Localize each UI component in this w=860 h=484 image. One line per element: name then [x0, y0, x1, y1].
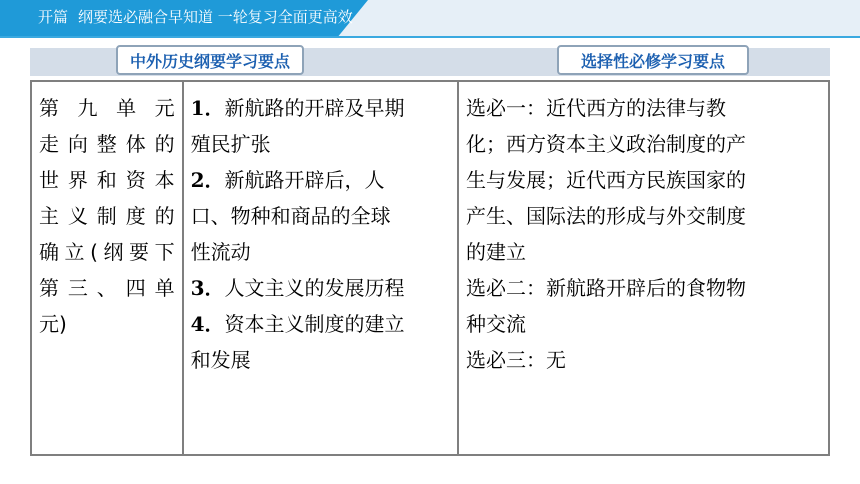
comparison-table: [30, 80, 830, 456]
unit-line: 第三、四单: [39, 276, 175, 300]
elective-line: 选必三：无: [465, 348, 566, 372]
elective-line: 种交流: [465, 312, 526, 336]
unit-line: 元): [39, 312, 67, 336]
point-line: 和发展: [190, 348, 251, 372]
outline-points-header: 中外历史纲要学习要点: [116, 45, 304, 75]
unit-line: 主义制度的: [39, 204, 175, 228]
outline-points-cell: [183, 81, 458, 455]
point-line: 4．资本主义制度的建立: [190, 312, 405, 336]
point-line: 性流动: [190, 240, 251, 264]
point-line: 口、物种和商品的全球: [190, 204, 391, 228]
unit-line: 世界和资本: [39, 168, 175, 192]
elective-line: 选必二：新航路开辟后的食物物: [465, 276, 746, 300]
point-line: 3．人文主义的发展历程: [190, 276, 405, 300]
unit-line: 走向整体的: [39, 132, 175, 156]
elective-line: 化；西方资本主义政治制度的产: [465, 132, 746, 156]
unit-line: 确立(纲要下: [39, 240, 175, 264]
elective-points-header: 选择性必修学习要点: [557, 45, 749, 75]
elective-line: 产生、国际法的形成与外交制度: [465, 204, 746, 228]
unit-cell: [31, 81, 183, 455]
table-row: [31, 81, 829, 455]
elective-line: 生与发展；近代西方民族国家的: [465, 168, 746, 192]
elective-line: 选必一：近代西方的法律与教: [465, 96, 726, 120]
point-line: 2．新航路开辟后，人: [190, 168, 385, 192]
elective-points-cell: [458, 81, 829, 455]
section-label: 开篇: [38, 8, 69, 26]
top-banner: [0, 0, 860, 36]
point-line: 1．新航路的开辟及早期: [190, 96, 405, 120]
banner-underline: [0, 36, 860, 38]
section-subtitle: 纲要选必融合早知道 一轮复习全面更高效: [78, 8, 353, 26]
elective-line: 的建立: [465, 240, 526, 264]
unit-line: 第九单元: [39, 96, 175, 120]
banner-title: [38, 6, 353, 27]
point-line: 殖民扩张: [190, 132, 271, 156]
